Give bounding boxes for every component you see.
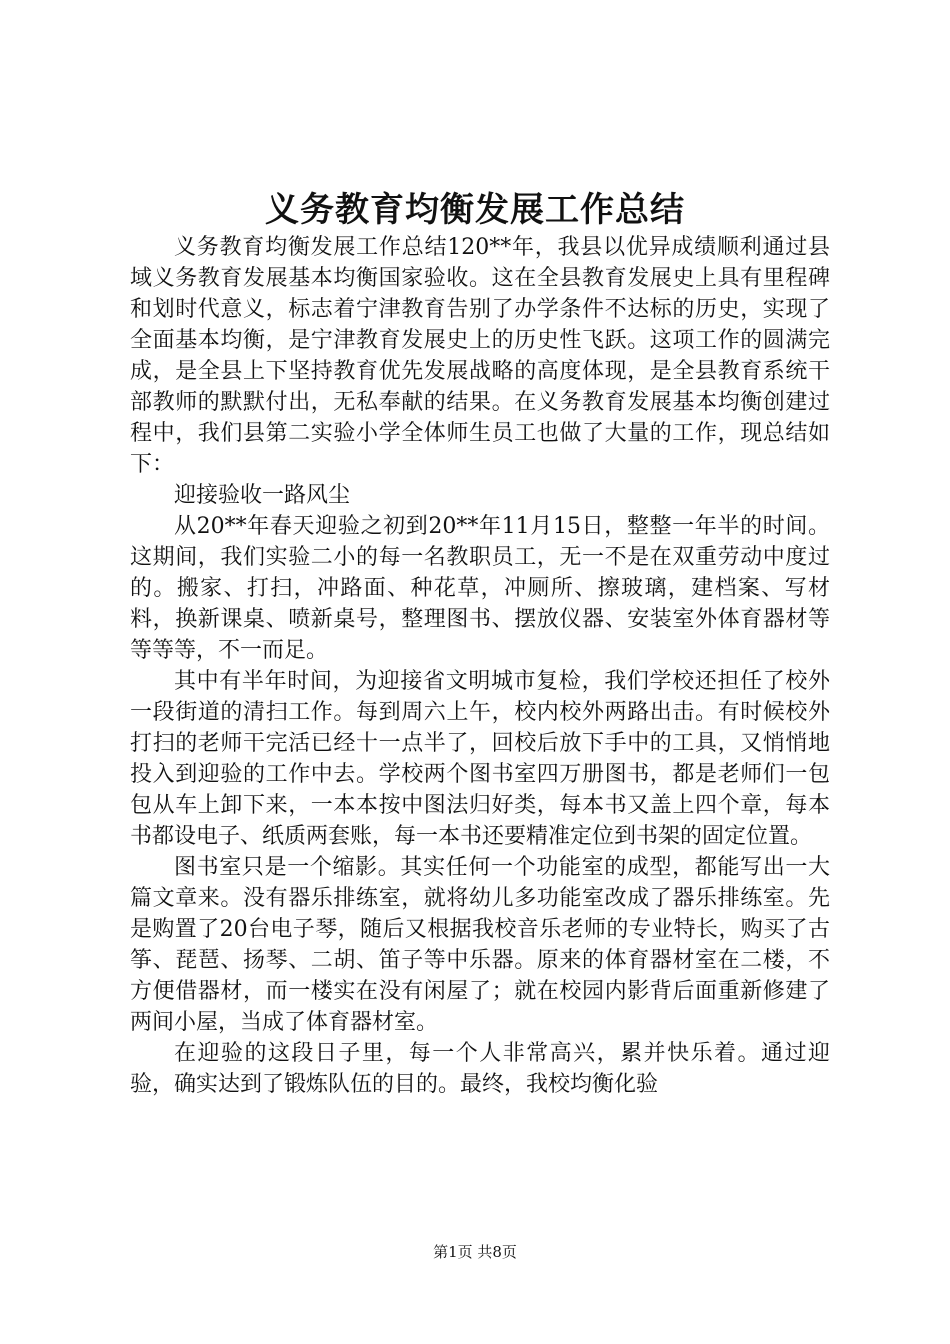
page-footer: 第1页 共8页 xyxy=(433,1243,517,1261)
paragraph: 其中有半年时间，为迎接省文明城市复检，我们学校还担任了校外一段街道的清扫工作。每到周六上午，校内校外两路出击。有时候校外打扫的老师干完活已经十一点半了，回校后放下手中的工具，又悄悄地投入到迎验的工作中去。学校两个图书室四万册图书，都是老师们一包包从车上卸下来，一本本按中图法归好类，每本书又盖上四个章，每本书都设电子、纸质两套账，每一本书还要精准定位到书架的固定位置。 xyxy=(130,669,830,849)
paragraph: 图书室只是一个缩影。其实任何一个功能室的成型，都能写出一大篇文章来。没有器乐排练室，就将幼儿多功能室改成了器乐排练室。先是购置了20台电子琴，随后又根据我校音乐老师的专业特长，购买了古筝、琵琶、扬琴、二胡、笛子等中乐器。原来的体育器材室在二楼，不方便借器材，而一楼实在没有闲屋了；就在校园内影背后面重新修建了两间小屋，当成了体育器材室。 xyxy=(130,855,830,1035)
paragraph-intro: 义务教育均衡发展工作总结120**年，我县以优异成绩顺利通过县域义务教育发展基本均衡国家验收。这在全县教育发展史上具有里程碑和划时代意义，标志着宁津教育告别了办学条件不达标的历史，实现了全面基本均衡，是宁津教育发展史上的历史性飞跃。这项工作的圆满完成，是全县上下坚持教育优先发展战略的高度体现，是全县教育系统干部教师的默默付出，无私奉献的结果。在义务教育发展基本均衡创建过程中，我们县第二实验小学全体师生员工也做了大量的工作，现总结如下： xyxy=(130,235,830,477)
paragraph: 在迎验的这段日子里，每一个人非常高兴，累并快乐着。通过迎验，确实达到了锻炼队伍的目的。最终，我校均衡化验 xyxy=(130,1041,830,1097)
document-title: 义务教育均衡发展工作总结 xyxy=(265,190,685,230)
document-body xyxy=(130,232,830,1100)
section-heading: 迎接验收一路风尘 xyxy=(174,483,351,508)
paragraph: 从20**年春天迎验之初到20**年11月15日，整整一年半的时间。这期间，我们实验二小的每一名教职员工，无一不是在双重劳动中度过的。搬家、打扫，冲路面、种花草，冲厕所、擦玻璃，建档案、写材料，换新课桌、喷新桌号，整理图书、摆放仪器、安装室外体育器材等等等等，不一而足。 xyxy=(130,514,830,663)
